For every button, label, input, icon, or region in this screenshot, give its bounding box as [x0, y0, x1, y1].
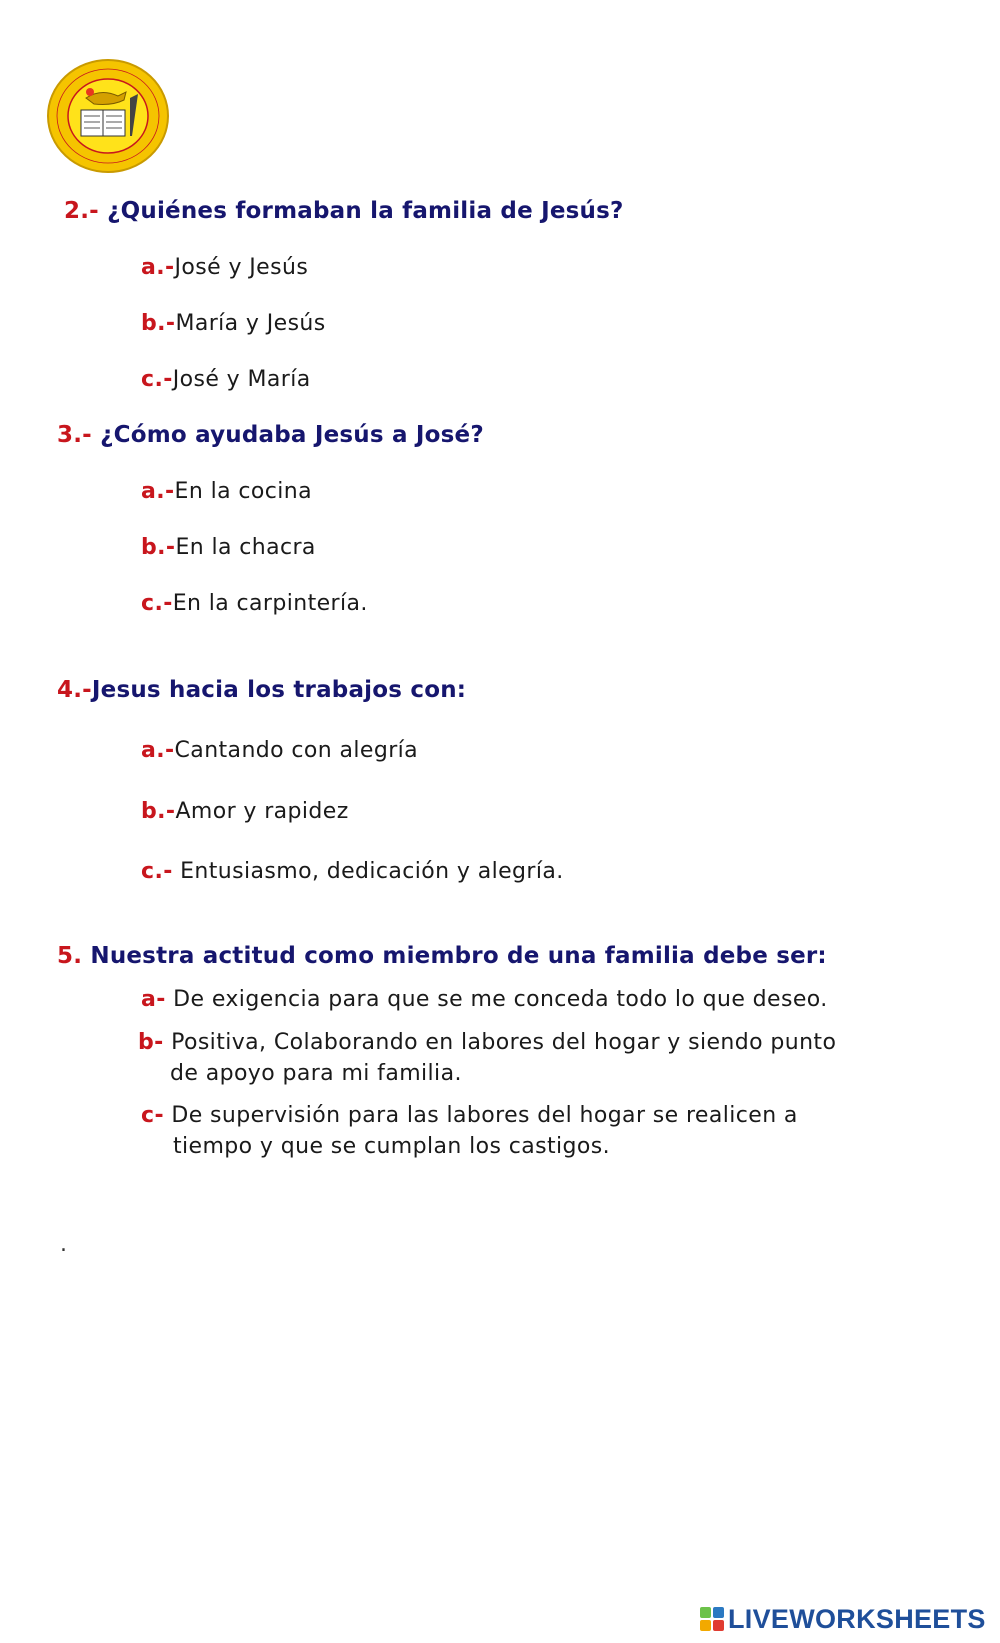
q3-option-b[interactable]: b.-En la chacra: [141, 535, 316, 560]
question-5: 5. Nuestra actitud como miembro de una familia debe ser:: [57, 943, 827, 969]
q5-option-a[interactable]: a- De exigencia para que se me conceda todo lo que deseo.: [141, 987, 828, 1012]
q4-option-c[interactable]: c.- Entusiasmo, dedicación y alegría.: [141, 859, 564, 884]
q5-option-c[interactable]: c- De supervisión para las labores del hogar se realicen a tiempo y que se cumplan los castigos.: [141, 1103, 798, 1159]
question-2: 2.- ¿Quiénes formaban la familia de Jesús?: [64, 198, 624, 224]
q2-option-c[interactable]: c.-José y María: [141, 367, 311, 392]
question-3: 3.- ¿Cómo ayudaba Jesús a José?: [57, 422, 484, 448]
q3-option-c[interactable]: c.-En la carpintería.: [141, 591, 368, 616]
brand-name: LIVEWORKSHEETS: [728, 1603, 986, 1634]
q2-option-b[interactable]: b.-María y Jesús: [141, 311, 326, 336]
q3-option-a[interactable]: a.-En la cocina: [141, 479, 312, 504]
stray-mark: .: [60, 1232, 67, 1257]
q4-option-b[interactable]: b.-Amor y rapidez: [141, 799, 349, 824]
brand-logo-icon: [700, 1607, 724, 1631]
q4-option-a[interactable]: a.-Cantando con alegría: [141, 738, 419, 763]
liveworksheets-brand[interactable]: [700, 1603, 986, 1635]
q5-option-b[interactable]: b- Positiva, Colaborando en labores del hogar y siendo punto de apoyo para mi familia.: [138, 1030, 837, 1086]
question-4: 4.-Jesus hacia los trabajos con:: [57, 677, 467, 703]
q2-option-a[interactable]: a.-José y Jesús: [141, 255, 309, 280]
school-logo: [46, 58, 170, 174]
